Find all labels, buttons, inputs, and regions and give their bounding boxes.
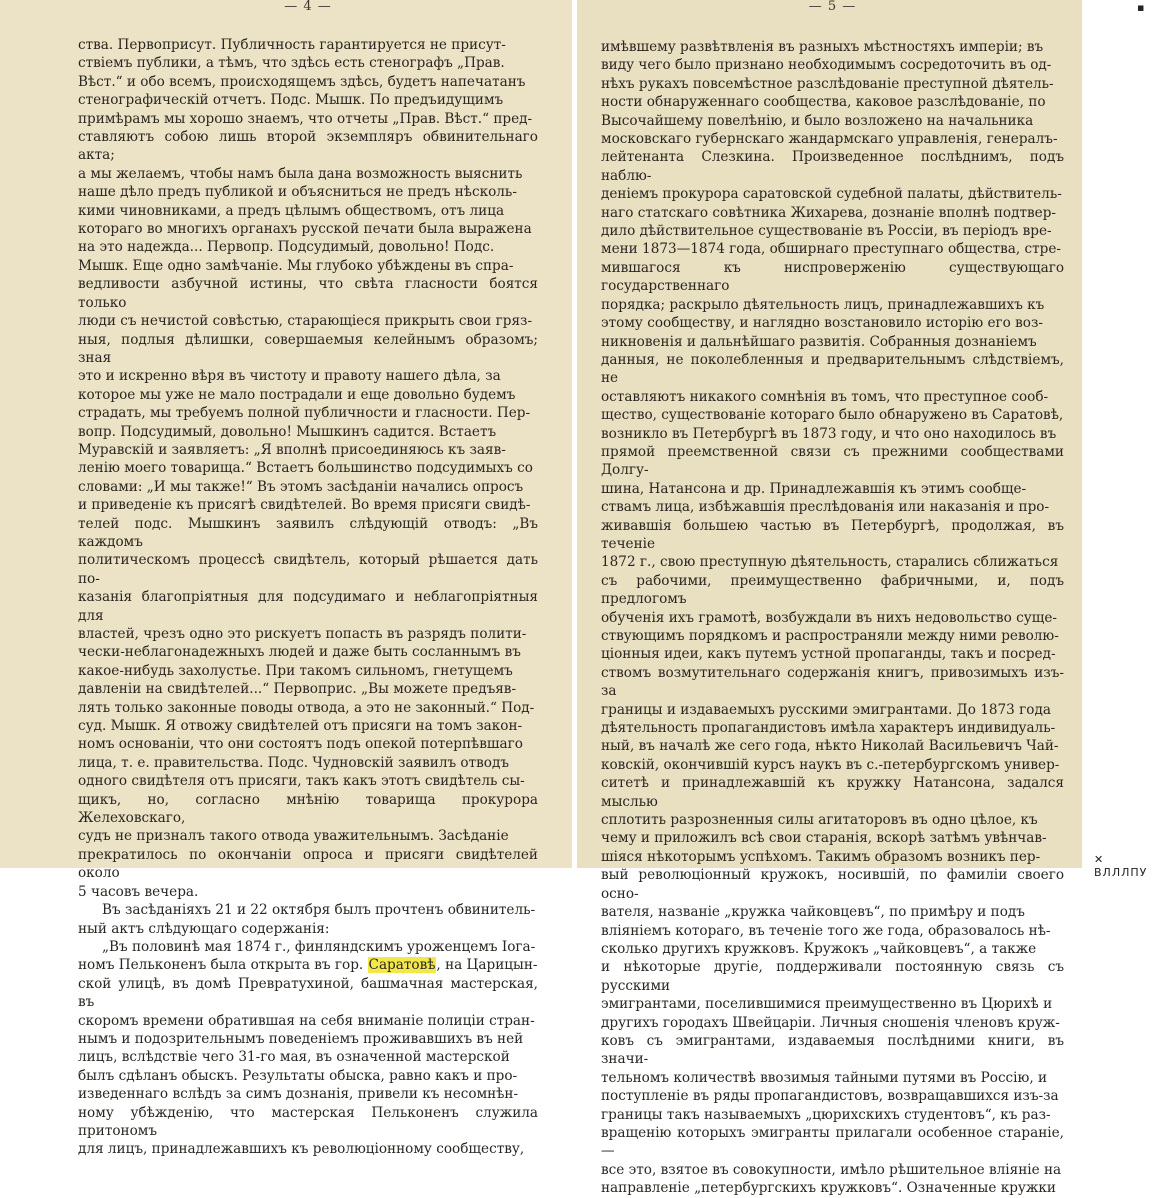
left-para3-line: былъ сдѣланъ обыскъ. Результаты обыска, равно какъ и про- [78, 1067, 518, 1084]
right-para-line: этому сообществу, и наглядно возстановило исторію его воз- [601, 315, 1043, 332]
left-paragraph-1 [78, 36, 538, 901]
left-para1-line: это и искренно вѣря въ чистоту и правоту нашего дѣла, за [78, 368, 501, 385]
right-para-line: ковскій, окончившій курсъ наукъ въ с.-петербургскомъ универ- [601, 756, 1060, 773]
right-para-line: Высочайшему повелѣнію, и было возложено на начальника [601, 112, 1034, 129]
left-para1-line: ства. Первоприсут. Публичность гарантируется не присут- [78, 37, 506, 53]
right-para-line: вращенію которыхъ эмигранты прилагали особенное стараніе,— [601, 1124, 1064, 1160]
right-para-line: ковъ съ эмигрантами, издаваемыя послѣдними книги, въ значи- [601, 1032, 1064, 1068]
left-para3-line: для лицъ, принадлежавшихъ къ революціонному сообществу, [78, 1141, 525, 1158]
left-para1-line: щикъ, но, согласно мнѣнію товарища прокурора Желеховскаго, [78, 791, 538, 827]
right-para-line: дило дѣйствительное существованіе въ Россіи, въ періодъ вре- [601, 223, 1052, 240]
left-para1-line: судъ не призналъ такого отвода уважительнымъ. Засѣданіе [78, 828, 509, 845]
left-page-number: — 4 — [284, 0, 332, 14]
right-para-line: направленіе „петербургскихъ кружковъ“. Означенные кружки [601, 1180, 1056, 1197]
left-para1-line: ставляютъ собою лишь второй экземпляръ обвинительнаго акта; [78, 129, 538, 164]
left-para1-line: телей подс. Мышкинъ заявилъ слѣдующій отводъ: „Въ каждомъ [78, 515, 538, 550]
left-para1-line: прекратилось по окончаніи опроса и присяги свидѣтелей около [78, 846, 538, 882]
left-para1-line: ведливости азбучной истины, что свѣта гласности боятся только [78, 276, 538, 311]
left-paragraph-2 [78, 901, 538, 938]
right-para-line: поступленіе въ ряды пропагандистовъ, возвращавшихся изъ-за [601, 1088, 1059, 1105]
right-para-line: мившагося къ ниспроверженію существующаго государственнаго [601, 259, 1064, 295]
left-para3-line: нымъ и подозрительнымъ поведеніемъ проживавшихъ въ ней [78, 1030, 524, 1047]
left-para3-line-1: „Въ половинѣ мая 1874 г., финляндскимъ уроженцемъ Іога- [102, 938, 536, 955]
right-para-line: лейтенанта Слезкина. Произведенное послѣднимъ, подъ наблю- [601, 149, 1064, 184]
left-para1-line: лица, т. е. правительства. Подс. Чудновскій заявилъ отводъ [78, 754, 509, 771]
left-para1-line: политическомъ процессѣ свидѣтель, который рѣшается дать по- [78, 552, 538, 587]
corner-mark-bottom: ✕ ВЛЛЛПУ [1094, 853, 1148, 879]
left-para1-line: ныя, подлыя дѣлишки, совершаемыя келейнымъ образомъ; зная [78, 331, 538, 366]
left-para3-line: изведеннаго вслѣдъ за симъ дознанія, привели къ несомнѣн- [78, 1086, 519, 1103]
left-paragraph-3 [78, 938, 538, 1159]
left-para1-line: давленіи на свидѣтелей...“ Первоприс. „Вы можете предъяв- [78, 681, 517, 698]
right-para-line: чему и приложилъ всѣ свои старанія, вскорѣ затѣмъ увѣнчав- [601, 830, 1047, 847]
right-para-line: ствующимъ порядкомъ и распространяли между ними револю- [601, 628, 1059, 644]
left-para1-line: примѣрамъ мы хорошо знаемъ, что отчеты „Прав. Вѣст.“ пред- [78, 110, 533, 127]
corner-mark-top: ▪ [1137, 1, 1145, 14]
right-page [577, 0, 1082, 1197]
left-para1-line: Муравскій и заявляетъ: „Я вполнѣ присоединяюсь къ заяв- [78, 441, 506, 458]
left-para1-line: стенографическій отчетъ. Подс. Мышк. По предъидущимъ [78, 92, 504, 109]
right-para-line: наго статскаго совѣтника Жихарева, дознаніе вполнѣ подтвер- [601, 204, 1056, 221]
left-para2-line: Въ засѣданіяхъ 21 и 22 октября былъ прочтенъ обвинитель- [102, 902, 536, 919]
left-page [0, 0, 572, 1158]
left-para1-line: номъ основаніи, что они состоятъ подъ опекой потерпѣвшаго [78, 736, 523, 753]
right-para-line: границы такъ называемыхъ „цюрихскихъ студентовъ“, къ раз- [601, 1106, 1051, 1123]
left-para1-line: чески-неблагонадежныхъ людей и даже быть сосланнымъ въ [78, 644, 521, 661]
right-para-line: сколько другихъ кружковъ. Кружокъ „чайковцевъ“, а также [601, 940, 1037, 957]
left-para3-line: лицъ, вслѣдствіе чего 31-го мая, въ означенной мастерской [78, 1049, 510, 1066]
right-para-line: ствомъ возмутительнаго содержанія книгъ, привозимыхъ изъ-за [601, 664, 1064, 700]
right-page-body [601, 38, 1064, 1198]
right-para-line: нѣхъ рукахъ повсемѣстное разслѣдованіе преступной дѣятель- [601, 75, 1054, 92]
left-para1-line: суд. Мышк. Я отвожу свидѣтелей отъ присяги на томъ закон- [78, 718, 523, 735]
right-para-line: ситетѣ и принадлежавшій къ кружку Натансона, задался мыслью [601, 775, 1064, 810]
right-para-line: возникло въ Петербургѣ въ 1873 году, и что оно находилось въ [601, 425, 1057, 442]
left-para3-line-2-post: , на Царицын- [436, 957, 538, 974]
left-para1-line: казанія благопріятныя для подсудимаго и неблагопріятныя для [78, 589, 538, 624]
right-paragraph [601, 38, 1064, 1198]
left-para3-line: ской улицѣ, въ домѣ Превратухиной, башмачная мастерская, въ [78, 975, 538, 1011]
right-para-line: вателя, названіе „кружка чайковцевъ“, по примѣру и подъ [601, 904, 1025, 921]
right-para-line: деніемъ прокурора саратовской судебной палаты, дѣйствитель- [601, 186, 1062, 203]
right-margin [1082, 0, 1159, 868]
right-para-line: мени 1873—1874 года, обширнаго преступнаго общества, стре- [601, 241, 1061, 258]
left-para1-line: какое-нибудь захолустье. При такомъ сильномъ, гнетущемъ [78, 662, 513, 679]
right-para-line: данныя, не поколебленныя и предварительнымъ слѣдствіемъ, не [601, 351, 1064, 387]
right-para-line: вліяніемъ котораго, въ теченіе того же года, образовалось нѣ- [601, 922, 1051, 939]
right-para-line: виду чего было признано необходимымъ сосредоточить въ од- [601, 57, 1052, 74]
right-para-line: и нѣкоторые другіе, поддерживали постоянную связь съ русскими [601, 959, 1064, 994]
right-para-line: обученія ихъ грамотѣ, возбуждали въ нихъ недовольство суще- [601, 609, 1057, 626]
right-para-line: шина, Натансона и др. Принадлежавшія къ этимъ сообще- [601, 480, 1027, 497]
left-para1-line: Мышк. Еще одно замѣчаніе. Мы глубоко убѣждены въ спра- [78, 257, 514, 274]
right-para-line: оставляютъ никакого сомнѣнія въ томъ, что преступное сооб- [601, 388, 1049, 405]
left-para1-line: которое мы уже не мало пострадали и еще довольно будемъ [78, 386, 516, 403]
left-para1-line: кими чиновниками, а предъ цѣлымъ обществомъ, отъ лица [78, 202, 505, 219]
left-page-body [78, 36, 538, 1159]
left-para1-line: котораго во многихъ органахъ русской печати была выражена [78, 221, 532, 238]
right-para-line: сплотить разрозненныя силы агитаторовъ въ одно цѣлое, къ [601, 812, 1038, 829]
right-para-line: ствамъ лица, избѣжавшія преслѣдованія или наказанія и про- [601, 499, 1050, 516]
right-para-line: ный, въ началѣ же сего года, нѣкто Николай Васильевичъ Чай- [601, 738, 1059, 755]
right-para-line: шіяся нѣкоторымъ успѣхомъ. Такимъ образомъ возникъ пер- [601, 848, 1041, 865]
right-page-number: — 5 — [808, 0, 857, 14]
right-para-line: имѣвшему развѣтвленія въ разныхъ мѣстностяхъ имперіи; въ [601, 39, 1044, 55]
right-para-line: порядка; раскрыло дѣятельность лицъ, принадлежавшихъ къ [601, 296, 1045, 313]
left-para1-line: вопр. Подсудимый, довольно! Мышкинъ садится. Встаетъ [78, 423, 497, 440]
left-para1-line: ленію моего товарища.“ Встаетъ большинство подсудимыхъ со [78, 460, 533, 477]
right-para-line: границы и издаваемыхъ русскими эмигрантами. До 1873 года [601, 701, 1051, 718]
right-para-line: вый революціонный кружокъ, носившій, по фамиліи своего осно- [601, 867, 1064, 902]
right-para-line: съ рабочими, преимущественно фабричными, и, подъ предлогомъ [601, 572, 1064, 608]
right-para-line: прямой преемственной связи съ прежними сообществами Долгу- [601, 443, 1064, 479]
left-para1-line: и приведеніе къ присягѣ свидѣтелей. Во время присяги свидѣ- [78, 497, 531, 514]
right-para-line: другихъ городахъ Швейцаріи. Личныя сношенія членовъ круж- [601, 1014, 1060, 1031]
right-para-line: эмигрантами, поселившимися преимущественно въ Цюрихѣ и [601, 996, 1053, 1013]
right-para-line: никновенія и дальнѣйшаго развитія. Собранныя дознаніемъ [601, 333, 1037, 350]
right-para-line: ціонныя идеи, какъ путемъ устной пропаганды, такъ и посред- [601, 646, 1056, 663]
left-para1-line: 5 часовъ вечера. [78, 883, 199, 900]
left-para1-line: ствіемъ публики, а тѣмъ, что здѣсь есть стенографъ „Прав. [78, 55, 505, 72]
left-para2-line: ный актъ слѣдующаго содержанія: [78, 920, 330, 937]
left-para1-line: лять только законные поводы отвода, а это не законный.“ Под- [78, 699, 535, 716]
left-para3-line-2-pre: номъ Пельконенъ была открыта въ гор. [78, 957, 368, 974]
left-para3-line: скоромъ времени обратившая на себя вниманіе полиціи стран- [78, 1012, 535, 1029]
left-para1-line: люди съ нечистой совѣстью, старающіеся прикрыть свои гряз- [78, 313, 533, 330]
left-para1-line: Вѣст.“ и обо всемъ, происходящемъ здѣсь, будетъ напечатанъ [78, 73, 526, 90]
left-para3-rest [78, 975, 538, 1159]
left-para1-line: одного свидѣтеля отъ присяги, такъ какъ этотъ свидѣтель сы- [78, 773, 525, 790]
left-para3-line: ному убѣжденію, что мастерская Пельконенъ служила притономъ [78, 1104, 538, 1139]
right-para-line: все это, взятое въ совокупности, имѣло рѣшительное вліяніе на [601, 1161, 1062, 1178]
left-para1-line: властей, чрезъ одно это рискуетъ попасть въ разрядъ полити- [78, 626, 527, 642]
highlighted-word[interactable]: Саратовѣ [368, 957, 436, 974]
right-para-line: 1872 г., свою преступную дѣятельность, старались сближаться [601, 554, 1059, 571]
left-para1-line: словами: „И мы также!“ Въ этомъ засѣданіи начались опросъ [78, 478, 524, 495]
left-para1-line: на это надежда... Первопр. Подсудимый, довольно! Подс. [78, 239, 495, 256]
right-para-line: щество, существованіе котораго было обнаружено въ Саратовѣ, [601, 407, 1064, 424]
right-para-line: ности обнаруженнаго сообщества, каковое разслѣдованіе, по [601, 94, 1046, 111]
left-para1-line: а мы желаемъ, чтобы намъ была дана возможность выяснить [78, 165, 523, 182]
right-para-line: дѣятельность пропагандистовъ имѣла характеръ индивидуаль- [601, 720, 1056, 737]
right-para-line: тельномъ количествѣ ввозимыя тайными путями въ Россію, и [601, 1069, 1048, 1086]
left-para1-line: страдать, мы требуемъ полной публичности и гласности. Пер- [78, 405, 531, 422]
left-para3-line-2 [78, 956, 538, 974]
right-para-line: московскаго губернскаго жандармскаго управленія, генералъ- [601, 131, 1058, 148]
left-para1-line: наше дѣло предъ публикой и объясниться не предъ нѣсколь- [78, 184, 517, 201]
right-para-line: живавшія большею частью въ Петербургѣ, продолжая, въ теченіе [601, 517, 1064, 552]
